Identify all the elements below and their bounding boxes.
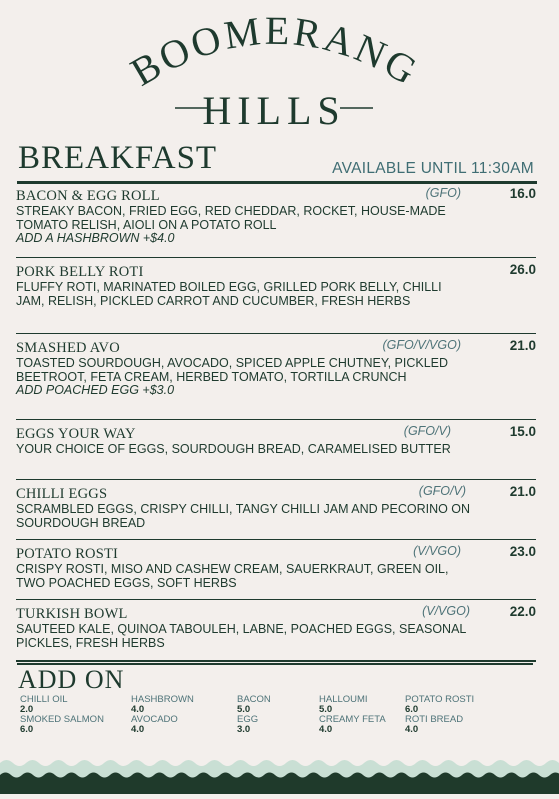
item-description: CRISPY ROSTI, MISO AND CASHEW CREAM, SAUERKRAUT, GREEN OIL, TWO POACHED EGGS, SOFT HERBS — [16, 562, 449, 590]
item-name: SMASHED AVO — [16, 340, 120, 356]
item-description: STREAKY BACON, FRIED EGG, RED CHEDDAR, ROCKET, HOUSE-MADE TOMATO RELISH, AIOLI ON A POTATO ROLL — [16, 204, 446, 232]
menu-item — [16, 420, 536, 480]
item-addon-note: ADD POACHED EGG +$3.0 — [16, 383, 175, 397]
menu-item — [16, 540, 536, 600]
addon-price: 4.0 — [319, 724, 333, 735]
section-title: BREAKFAST — [18, 140, 218, 176]
addon-name: ROTI BREAD — [405, 714, 464, 725]
addon-price: 5.0 — [319, 704, 333, 715]
item-description: FLUFFY ROTI, MARINATED BOILED EGG, GRILLED PORK BELLY, CHILLI JAM, RELISH, PICKLED CARROT AND CUCUMBER, FRESH HERBS — [16, 280, 442, 308]
item-description: SAUTEED KALE, QUINOA TABOULEH, LABNE, POACHED EGGS, SEASONAL PICKLES, FRESH HERBS — [16, 622, 466, 650]
addon-item — [319, 715, 386, 735]
item-price: 21.0 — [509, 338, 536, 353]
addon-name: SMOKED SALMON — [20, 714, 104, 725]
item-name: POTATO ROSTI — [16, 546, 119, 562]
item-name: PORK BELLY ROTI — [16, 264, 144, 280]
item-price: 21.0 — [509, 484, 536, 499]
item-name: EGGS YOUR WAY — [16, 426, 136, 442]
addon-item — [237, 695, 271, 715]
addon-price: 6.0 — [20, 724, 34, 735]
addon-name: BACON — [237, 694, 271, 705]
addon-title: ADD ON — [18, 665, 125, 694]
addon-price: 5.0 — [237, 704, 251, 715]
addon-item — [237, 715, 258, 735]
item-price: 22.0 — [509, 604, 536, 619]
addon-price: 4.0 — [131, 724, 145, 735]
item-description: YOUR CHOICE OF EGGS, SOURDOUGH BREAD, CARAMELISED BUTTER — [16, 442, 451, 456]
availability-note: AVAILABLE UNTIL 11:30AM — [332, 160, 534, 177]
dietary-tag: (V/VGO) — [422, 604, 470, 618]
dietary-tag: (GFO/V) — [418, 484, 466, 498]
addon-price: 6.0 — [405, 704, 419, 715]
addon-name: POTATO ROSTI — [405, 694, 475, 705]
item-price: 16.0 — [509, 186, 536, 201]
dietary-tag: (GFO/V/VGO) — [382, 338, 461, 352]
addon-item — [131, 695, 194, 715]
addon-item — [131, 715, 178, 735]
dietary-tag: (GFO) — [425, 186, 461, 200]
addon-name: AVOCADO — [131, 714, 178, 725]
menu-item — [16, 600, 536, 662]
footer-wave — [0, 735, 559, 794]
menu-items — [16, 186, 536, 662]
addon-name: CREAMY FETA — [319, 714, 386, 725]
addon-item — [20, 715, 104, 735]
dietary-tag: (GFO/V) — [403, 424, 451, 438]
item-name: CHILLI EGGS — [16, 486, 108, 502]
addon-item — [405, 695, 474, 715]
item-price: 15.0 — [509, 424, 536, 439]
menu-item — [16, 334, 536, 420]
addon-name: HASHBROWN — [131, 694, 194, 705]
section-divider — [17, 181, 537, 184]
addon-name: EGG — [237, 714, 259, 725]
item-description: TOASTED SOURDOUGH, AVOCADO, SPICED APPLE CHUTNEY, PICKLED BEETROOT, FETA CREAM, HERBED TOMATO, TORTILLA CRUNCH — [16, 356, 449, 384]
addon-price: 4.0 — [131, 704, 145, 715]
menu-item — [16, 480, 536, 540]
item-price: 23.0 — [509, 544, 536, 559]
addon-item — [405, 715, 463, 735]
addon-item — [20, 695, 68, 715]
item-addon-note: ADD A HASHBROWN +$4.0 — [16, 231, 175, 245]
item-description: SCRAMBLED EGGS, CRISPY CHILLI, TANGY CHILLI JAM AND PECORINO ON SOURDOUGH BREAD — [16, 502, 471, 530]
addon-price: 3.0 — [237, 724, 251, 735]
addon-item — [319, 695, 368, 715]
menu-item — [16, 258, 536, 334]
dietary-tag: (V/VGO) — [413, 544, 461, 558]
addon-price: 4.0 — [405, 724, 419, 735]
addon-name: HALLOUMI — [319, 694, 368, 705]
menu-item — [16, 186, 536, 258]
logo — [0, 10, 559, 135]
item-name: BACON & EGG ROLL — [16, 188, 160, 204]
addon-price: 2.0 — [20, 704, 34, 715]
logo-line2: HILLS — [202, 88, 346, 133]
item-name: TURKISH BOWL — [16, 606, 128, 622]
item-price: 26.0 — [509, 262, 536, 277]
addon-name: CHILLI OIL — [20, 694, 68, 705]
logo-line1: BOOMERANG — [123, 10, 427, 95]
